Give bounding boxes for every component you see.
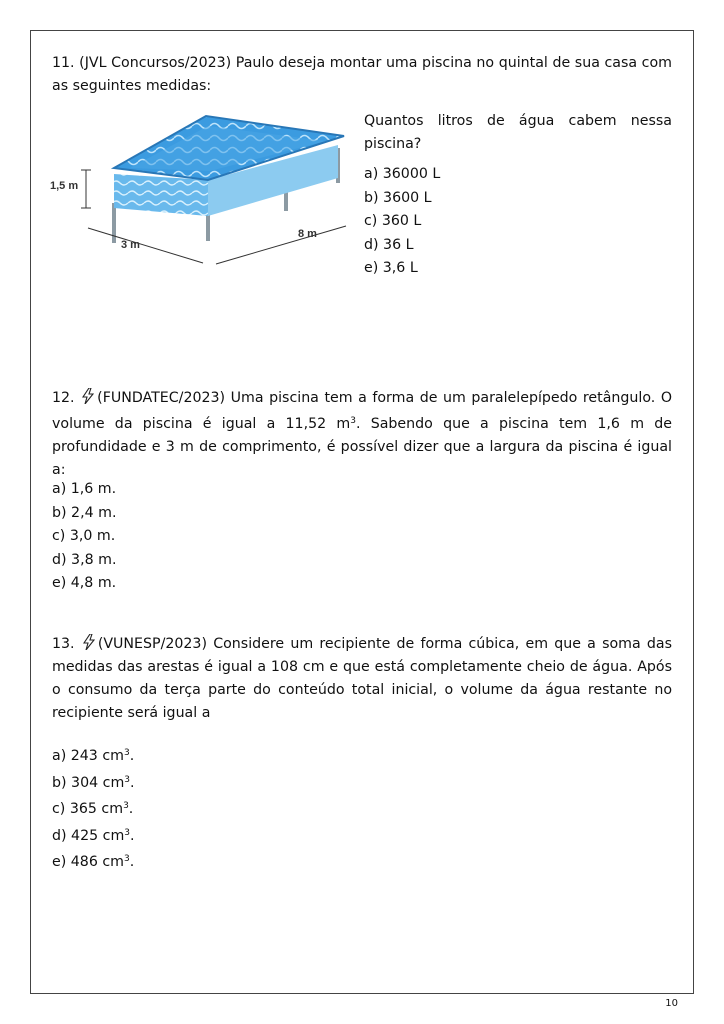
q13-option-b-sup: 3 [124, 774, 130, 785]
q13-options [52, 742, 672, 875]
q13-option-a[interactable] [52, 742, 672, 769]
q12-number: 12. [52, 390, 75, 406]
q13-option-e-sup: 3 [123, 854, 130, 864]
q12-option-c[interactable]: c) 3,0 m. [52, 528, 116, 544]
q11-question [364, 110, 672, 156]
q13-option-c[interactable] [52, 795, 672, 822]
q13-option-e-text: e) 486 cm [52, 854, 124, 870]
length-label: 8 m [298, 228, 317, 240]
q13-option-d-text: d) 425 cm [52, 827, 125, 844]
q12-option-b[interactable]: b) 2,4 m. [52, 504, 117, 521]
q12-stem-a: (FUNDATEC/2023) Uma piscina tem a forma de um paralelepípedo retângulo. O volume da piscina é igual a 11,52 m [52, 390, 672, 432]
q13-option-a-text: a) 243 cm [52, 748, 124, 764]
q12-stem-b: . Sabendo que a piscina tem 1,6 m de profundidade e 3 m de comprimento, é possível dizer que a largura da piscina é igual a: [52, 416, 672, 478]
q13-option-e[interactable] [52, 848, 672, 875]
q11-stem-text: 11. (JVL Concursos/2023) Paulo deseja montar uma piscina no quintal de sua casa com as seguintes medidas: [52, 55, 672, 94]
q13-option-c-sup: 3 [123, 801, 129, 811]
q13-option-b-text: b) 304 cm [52, 774, 125, 791]
q11-option-c[interactable]: c) 360 L [364, 213, 422, 229]
q13-option-b-end: . [130, 774, 135, 791]
q13-option-c-end: . [128, 801, 134, 817]
q11-stem [52, 52, 672, 98]
q13-option-b[interactable] [52, 769, 672, 796]
q11-option-e[interactable]: e) 3,6 L [364, 260, 418, 276]
q12-option-e[interactable]: e) 4,8 m. [52, 575, 117, 591]
q12-stem [52, 387, 672, 482]
q13-option-d-sup: 3 [124, 827, 130, 838]
width-label: 3 m [121, 239, 140, 251]
height-label: 1,5 m [50, 180, 79, 192]
pool-figure [48, 108, 353, 278]
q12-options [52, 478, 672, 596]
q13-stem [52, 633, 672, 725]
q11-question-text: Quantos litros de água cabem nessa piscina? [364, 113, 672, 152]
page-number: 10 [665, 998, 678, 1009]
q11-options [364, 163, 564, 281]
q12-option-d[interactable]: d) 3,8 m. [52, 551, 117, 568]
q11-option-a[interactable]: a) 36000 L [364, 166, 441, 182]
q13-option-e-end: . [129, 854, 135, 870]
q11-option-d[interactable]: d) 36 L [364, 236, 414, 253]
q13-stem-text: (VUNESP/2023) Considere um recipiente de forma cúbica, em que a soma das medidas das arestas é igual a 108 cm e que está completamente cheio de água. Após o consumo da terça parte do conteúdo total inicial, o volume da água restante no recipiente será igual a [52, 636, 672, 721]
q12-option-a[interactable]: a) 1,6 m. [52, 481, 117, 497]
lightning-icon [82, 388, 94, 404]
q13-option-a-end: . [129, 748, 135, 764]
q13-option-a-sup: 3 [123, 748, 130, 758]
lightning-icon [83, 634, 95, 650]
q13-option-d[interactable] [52, 822, 672, 849]
q13-option-d-end: . [130, 827, 135, 844]
q12-sup: 3 [350, 416, 356, 426]
q13-option-c-text: c) 365 cm [52, 801, 124, 817]
q13-number: 13. [52, 636, 75, 652]
q11-option-b[interactable]: b) 3600 L [364, 189, 432, 206]
